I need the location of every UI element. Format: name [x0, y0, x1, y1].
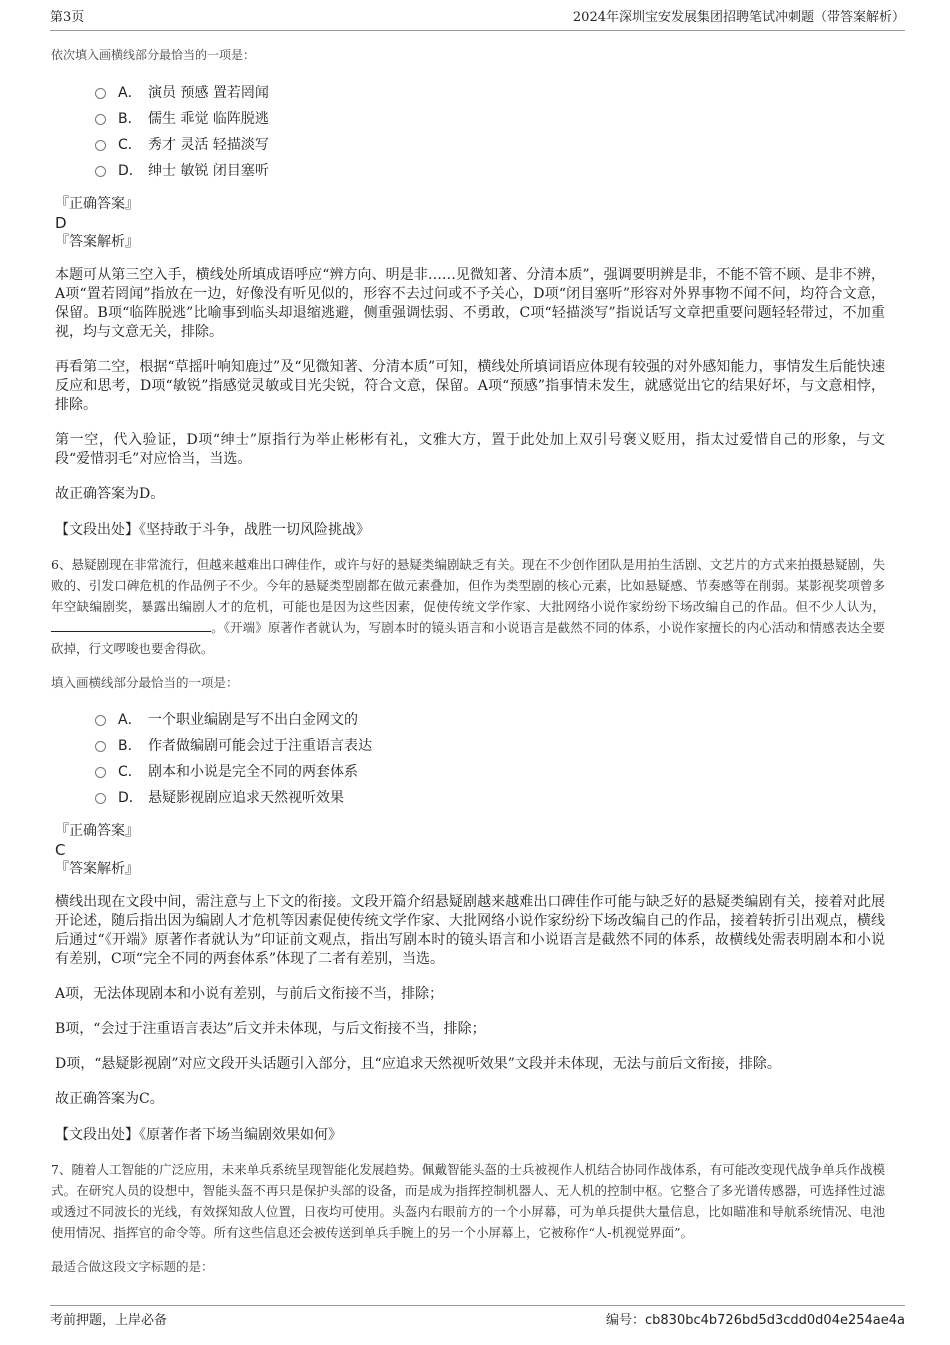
radio-icon[interactable] [95, 793, 106, 804]
q5-source: 【文段出处】《坚持敢于斗争，战胜一切风险挑战》 [55, 522, 370, 538]
page-header [50, 8, 905, 31]
q5-analysis-paragraph: 再看第二空，根据“草摇叶响知鹿过”及“见微知著、分清本质”可知，横线处所填词语应体现有较强的对外感知能力，事情发生后能快速反应和思考，D项“敏锐”指感觉灵敏或目光尖锐，符合文意，保留。A项“预感”指事情未发生，就感觉出它的结果好坏，与文意相悖，排除。 [55, 359, 885, 413]
q5-analysis-paragraph: 第一空，代入验证，D项“绅士”原指行为举止彬彬有礼，文雅大方，置于此处加上双引号褒义贬用，指太过爱惜自己的形象，与文段“爱惜羽毛”对应恰当，当选。 [55, 432, 885, 467]
q5-analysis-label: 『答案解析』 [55, 234, 139, 250]
radio-icon[interactable] [95, 767, 106, 778]
q6-analysis-paragraph: D项，“悬疑影视剧”对应文段开头话题引入部分，且“应追求天然视听效果”文段并未体现，无法与前后文衔接，排除。 [55, 1056, 781, 1072]
q6-option-d[interactable]: D． 悬疑影视剧应追求天然视听效果 [95, 785, 885, 811]
q5-option-a[interactable]: A． 演员 预感 置若罔闻 [95, 80, 885, 106]
q6-answer-label: 『正确答案』 [55, 823, 139, 839]
q5-analysis-paragraph: 本题可从第三空入手，横线处所填成语呼应“辨方向、明是非……见微知著、分清本质”，强调要明辨是非，不能不管不顾、是非不辨，A项“置若罔闻”指放在一边，好像没有听见似的，形容不去过问或不予关心，D项“闭目塞听”形容对外界事物不闻不问，均符合文意，保留。B项“临阵脱逃”比喻事到临头却退缩逃避，侧重强调怯弱、不勇敢，C项“轻描淡写”指说话写文章把重要问题轻轻带过，不加重视，均与文意无关，排除。 [55, 267, 885, 340]
document-code: 编号：cb830bc4b726bd5d3cdd0d04e254ae4a [606, 1313, 905, 1328]
document-title: 2024年深圳宝安发展集团招聘笔试冲刺题（带答案解析） [572, 10, 905, 25]
q6-option-a[interactable]: A． 一个职业编剧是写不出白金网文的 [95, 707, 885, 733]
q6-option-b[interactable]: B． 作者做编剧可能会过于注重语言表达 [95, 733, 885, 759]
page-number: 第3页 [50, 10, 85, 25]
q5-prompt: 依次填入画横线部分最恰当的一项是： [51, 48, 256, 62]
radio-icon[interactable] [95, 166, 106, 177]
radio-icon[interactable] [95, 114, 106, 125]
q6-option-c[interactable]: C． 剧本和小说是完全不同的两套体系 [95, 759, 885, 785]
q6-analysis-paragraph: A项，无法体现剧本和小说有差别，与前后文衔接不当，排除； [55, 986, 444, 1002]
q7-prompt: 最适合做这段文字标题的是： [51, 1259, 214, 1274]
q5-option-c[interactable]: C． 秀才 灵活 轻描淡写 [95, 132, 885, 158]
radio-icon[interactable] [95, 741, 106, 752]
q6-analysis-paragraph: B项，“会过于注重语言表达”后文并未体现，与后文衔接不当，排除； [55, 1021, 486, 1037]
q6-analysis-paragraph: 横线出现在文段中间，需注意与上下文的衔接。文段开篇介绍悬疑剧越来越难出口碑佳作可能与缺乏好的悬疑类编剧有关，接着对此展开论述，随后指出因为编剧人才危机等因素促使传统文学作家、大批网络小说作家纷纷下场改编自己的作品，接着转折引出观点，横线后通过“《开端》原著作者就认为”印证前文观点，指出写剧本时的镜头语言和小说语言是截然不同的体系，故横线处需表明剧本和小说有差别，C项“完全不同的两套体系”体现了二者有差别，当选。 [55, 894, 885, 967]
footer-slogan: 考前押题，上岸必备 [50, 1313, 168, 1328]
q5-analysis-paragraph: 故正确答案为D。 [55, 486, 165, 502]
radio-icon[interactable] [95, 140, 106, 151]
q5-options [95, 80, 885, 184]
page-footer [50, 1305, 905, 1340]
q7-question: 7、随着人工智能的广泛应用，未来单兵系统呈现智能化发展趋势。佩戴智能头盔的士兵被视作人机结合协同作战体系，有可能改变现代战争单兵作战模式。在研究人员的设想中，智能头盔不再只是保护头部的设备，而是成为指挥控制机器人、无人机的控制中枢。它整合了多光谱传感器，可选择性过滤或透过不同波长的光线，有效探知敌人位置，日夜均可使用。头盔内右眼前方的一个小屏幕，可为单兵提供大量信息，比如瞄准和导航系统情况、电池使用情况、指挥官的命令等。所有这些信息还会被传送到单兵手腕上的另一个小屏幕上，它被称作“人-机视觉界面”。 [51, 1162, 885, 1240]
q6-prompt: 填入画横线部分最恰当的一项是： [51, 675, 239, 690]
q6-question: 6、悬疑剧现在非常流行，但越来越难出口碑佳作，或许与好的悬疑类编剧缺乏有关。现在不少创作团队是用拍生活剧、文艺片的方式来拍摄悬疑剧，失败的、引发口碑危机的作品例子不少。今年的悬疑类型剧都在做元素叠加，但作为类型剧的核心元素，比如悬疑感、节奏感等在削弱。某影视奖项曾多年空缺编剧奖，暴露出编剧人才的危机，可能也是因为这些因素，促使传统文学作家、大批网络小说作家纷纷下场改编自己的作品。但不少人认为，。《开端》原著作者就认为，写剧本时的镜头语言和小说语言是截然不同的体系，小说作家擅长的内心活动和情感表达全要砍掉，行文啰唆也要舍得砍。 [51, 557, 885, 656]
document-body [51, 44, 885, 1277]
q5-answer-label: 『正确答案』 [55, 196, 139, 212]
q6-source: 【文段出处】《原著作者下场当编剧效果如何》 [55, 1127, 342, 1143]
radio-icon[interactable] [95, 715, 106, 726]
q5-answer: D [55, 214, 67, 232]
q6-analysis-label: 『答案解析』 [55, 861, 139, 877]
q5-option-b[interactable]: B． 儒生 乖觉 临阵脱逃 [95, 106, 885, 132]
answer-blank [51, 619, 211, 632]
q6-answer: C [55, 841, 66, 859]
q6-analysis-paragraph: 故正确答案为C。 [55, 1091, 164, 1107]
q5-option-d[interactable]: D． 绅士 敏锐 闭目塞听 [95, 158, 885, 184]
q6-options [95, 707, 885, 811]
radio-icon[interactable] [95, 88, 106, 99]
